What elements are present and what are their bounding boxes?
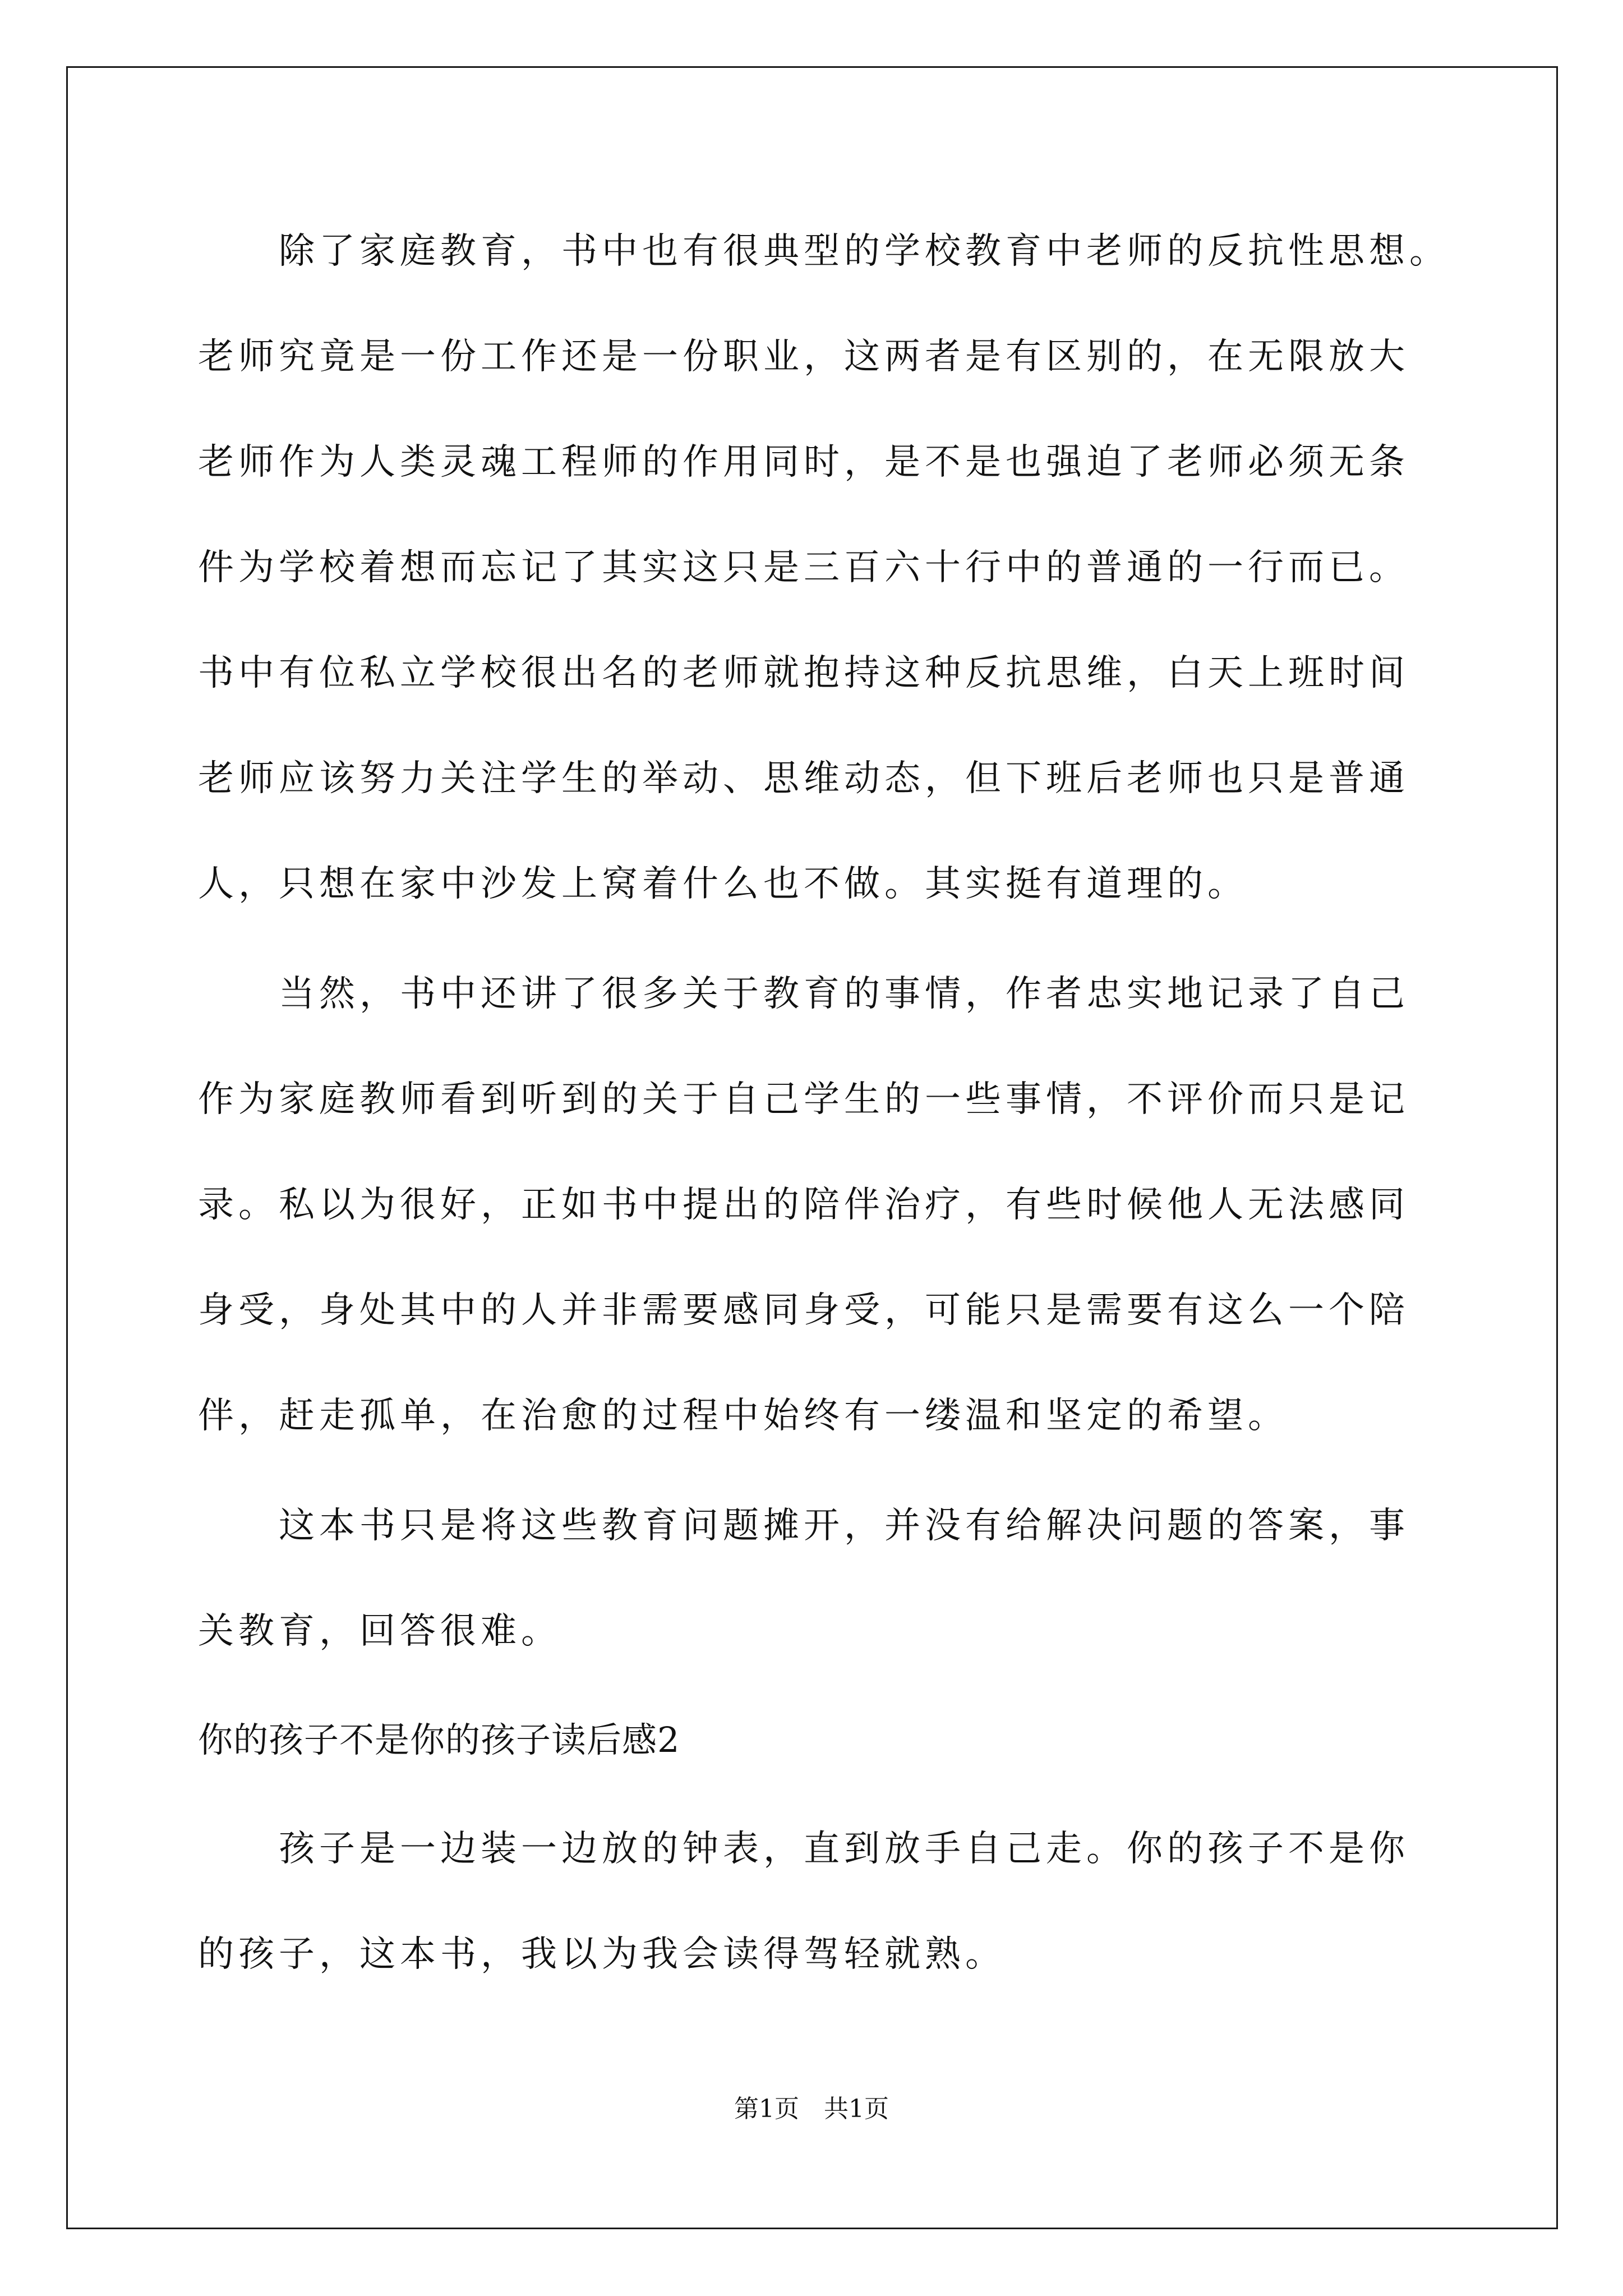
paragraph-line: 的孩子，这本书，我以为我会读得驾轻就熟。 (198, 1934, 1006, 1975)
paragraph-line: 这本书只是将这些教育问题摊开，并没有给解决问题的答案，事 (279, 1505, 1409, 1547)
page-border (66, 66, 1558, 2229)
paragraph-line: 作为家庭教师看到听到的关于自己学生的一些事情，不评价而只是记 (198, 1079, 1409, 1120)
paragraph-line: 关教育，回答很难。 (198, 1611, 561, 1652)
paragraph-line: 除了家庭教育，书中也有很典型的学校教育中老师的反抗性思想。 (279, 231, 1450, 272)
paragraph-line: 书中有位私立学校很出名的老师就抱持这种反抗思维，白天上班时间 (198, 652, 1409, 694)
paragraph-line: 件为学校着想而忘记了其实这只是三百六十行中的普通的一行而已。 (198, 547, 1409, 588)
paragraph-line: 老师究竟是一份工作还是一份职业，这两者是有区别的，在无限放大 (198, 336, 1409, 378)
paragraph-line: 伴，赶走孤单，在治愈的过程中始终有一缕温和坚定的希望。 (198, 1395, 1288, 1437)
paragraph-line: 身受，身处其中的人并非需要感同身受，可能只是需要有这么一个陪 (198, 1290, 1409, 1331)
paragraph-line: 当然，书中还讲了很多关于教育的事情，作者忠实地记录了自己 (279, 973, 1409, 1015)
section-heading: 你的孩子不是你的孩子读后感2 (198, 1719, 680, 1760)
paragraph-line: 人，只想在家中沙发上窝着什么也不做。其实挺有道理的。 (198, 863, 1248, 905)
page-footer: 第1页 共1页 (734, 2095, 889, 2123)
paragraph-line: 录。私以为很好，正如书中提出的陪伴治疗，有些时候他人无法感同 (198, 1184, 1409, 1226)
paragraph-line: 老师应该努力关注学生的举动、思维动态，但下班后老师也只是普通 (198, 758, 1409, 799)
paragraph-line: 老师作为人类灵魂工程师的作用同时，是不是也强迫了老师必须无条 (198, 441, 1409, 483)
paragraph-line: 孩子是一边装一边放的钟表，直到放手自己走。你的孩子不是你 (279, 1828, 1409, 1870)
